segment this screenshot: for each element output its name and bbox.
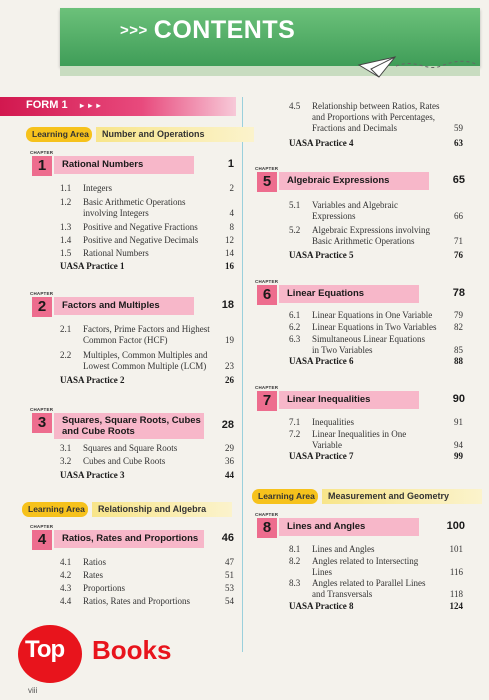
column-divider <box>242 97 243 652</box>
uasa-practice-8[interactable]: UASA Practice 8 124 <box>289 601 463 611</box>
uasa-practice-4[interactable]: UASA Practice 4 63 <box>289 138 463 148</box>
uasa-practice-2[interactable]: UASA Practice 2 26 <box>60 375 234 385</box>
uasa-practice-3[interactable]: UASA Practice 3 44 <box>60 470 234 480</box>
paper-plane-icon <box>357 55 397 79</box>
page-title: >>> CONTENTS <box>120 16 296 44</box>
uasa-practice-5[interactable]: UASA Practice 5 76 <box>289 250 463 260</box>
section-7-2[interactable]: 7.2 Linear Inequalities in One Variable 94 <box>289 429 463 450</box>
uasa-practice-6[interactable]: UASA Practice 6 88 <box>289 356 463 366</box>
uasa-practice-1[interactable]: UASA Practice 1 16 <box>60 261 234 271</box>
topbooks-logo: Top Books <box>14 621 184 685</box>
uasa-practice-7[interactable]: UASA Practice 7 99 <box>289 451 463 461</box>
section-2-1[interactable]: 2.1 Factors, Prime Factors and Highest Common Factor (HCF) 19 <box>60 324 234 345</box>
section-5-2[interactable]: 5.2 Algebraic Expressions involving Basic Arithmetic Operations 71 <box>289 225 463 246</box>
section-5-1[interactable]: 5.1 Variables and Algebraic Expressions 66 <box>289 200 463 221</box>
flight-trail-icon <box>396 58 476 72</box>
chevrons-icon: >>> <box>120 22 148 39</box>
form-1-bar: FORM 1 ▸ ▸ ▸ <box>0 97 236 116</box>
section-4-5[interactable]: 4.5 Relationship between Ratios, Rates and Proportions with Percentages, Fractions and Decimals 59 <box>289 101 463 133</box>
section-8-2[interactable]: 8.2 Angles related to Intersecting Lines 116 <box>289 556 463 577</box>
section-1-2[interactable]: 1.2 Basic Arithmetic Operations involving Integers 4 <box>60 197 234 218</box>
section-2-2[interactable]: 2.2 Multiples, Common Multiples and Lowest Common Multiple (LCM) 23 <box>60 350 234 371</box>
section-8-3[interactable]: 8.3 Angles related to Parallel Lines and Transversals 118 <box>289 578 463 599</box>
section-6-3[interactable]: 6.3 Simultaneous Linear Equations in Two Variables 85 <box>289 334 463 355</box>
page-number: viii <box>28 686 38 695</box>
arrows-icon: ▸ ▸ ▸ <box>80 101 102 110</box>
